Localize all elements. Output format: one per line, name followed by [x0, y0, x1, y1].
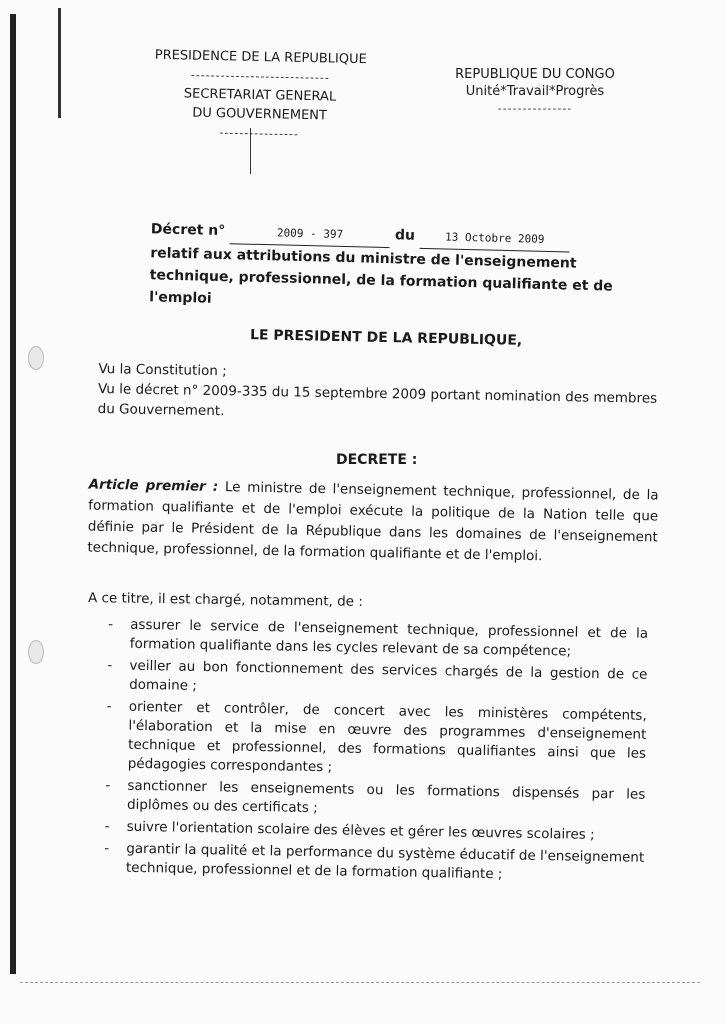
list-item: - veiller au bon fonctionnement des services chargés de la gestion de ce domaine ; — [97, 656, 648, 704]
visas — [98, 359, 669, 429]
list-item: - garantir la qualité et la performance du système éducatif de l'enseignement technique, professionnel et de la formation qualifiante ; — [94, 839, 645, 887]
decree-title: relatif aux attributions du ministre de l'enseignement technique, professionnel, de la formation qualifiante et de l'emploi — [149, 245, 613, 307]
list-item: - suivre l'orientation scolaire des élèves et gérer les œuvres scolaires ; — [94, 817, 644, 846]
header-right — [440, 66, 630, 117]
binding-edge — [10, 14, 16, 974]
separator: ---------------- — [219, 126, 300, 141]
republique-title: REPUBLIQUE DU CONGO — [455, 67, 615, 82]
a-ce-titre: A ce titre, il est chargé, notamment, de : — [87, 590, 364, 610]
decree-date: 13 Octobre 2009 — [419, 226, 570, 253]
decree-heading — [149, 218, 621, 319]
punch-hole — [28, 640, 44, 664]
paraph-mark — [250, 128, 271, 174]
article-premier — [87, 475, 659, 570]
separator: ---------------------------- — [190, 68, 331, 85]
president-heading: LE PRESIDENT DE LA REPUBLIQUE, — [249, 327, 523, 349]
attributions-list — [94, 615, 649, 890]
decree-prefix: Décret n° — [150, 221, 226, 240]
presidence-title: PRESIDENCE DE LA REPUBLIQUE — [154, 47, 367, 68]
decree-du: du — [394, 227, 416, 244]
decrete-heading: DECRETE : — [336, 452, 418, 468]
binding-mark — [58, 8, 61, 118]
motto: Unité*Travail*Progrès — [465, 84, 605, 99]
gouvernement-title: DU GOUVERNEMENT — [192, 105, 328, 124]
list-item: - assurer le service de l'enseignement technique, professionnel et de la formation qualifiante dans les cycles relevant de sa compétence; — [98, 615, 649, 663]
scan-artifact-line — [20, 982, 700, 983]
visa-decret: Vu le décret n° 2009-335 du 15 septembre 2009 portant nomination des membres du Gouvernement. — [97, 381, 658, 420]
article-label: Article premier : — [88, 476, 219, 496]
separator: --------------- — [497, 102, 573, 115]
punch-hole — [28, 346, 44, 370]
list-item: - orienter et contrôler, de concert avec les ministères compétents, l'élaboration et la mise en œuvre des programmes d'enseignement technique et professionnel, des formations qualifiantes ainsi que les pédagogies correspondantes ; — [96, 697, 647, 783]
visa-constitution: Vu la Constitution ; — [98, 361, 227, 380]
secretariat-title: SECRETARIAT GENERAL — [183, 86, 337, 105]
list-item: - sanctionner les enseignements ou les formations dispensés par les diplômes ou des certificats ; — [95, 776, 646, 824]
article-text: Le ministre de l'enseignement technique, professionnel, de la formation qualifiante et de l'emploi exécute la politique de la Nation telle que définie par le Président de la République dans les domaines de l'enseignement technique, professionnel, de la formation qualifiante et de l'emploi. — [87, 479, 659, 565]
decree-number: 2009 - 397 — [230, 221, 391, 248]
